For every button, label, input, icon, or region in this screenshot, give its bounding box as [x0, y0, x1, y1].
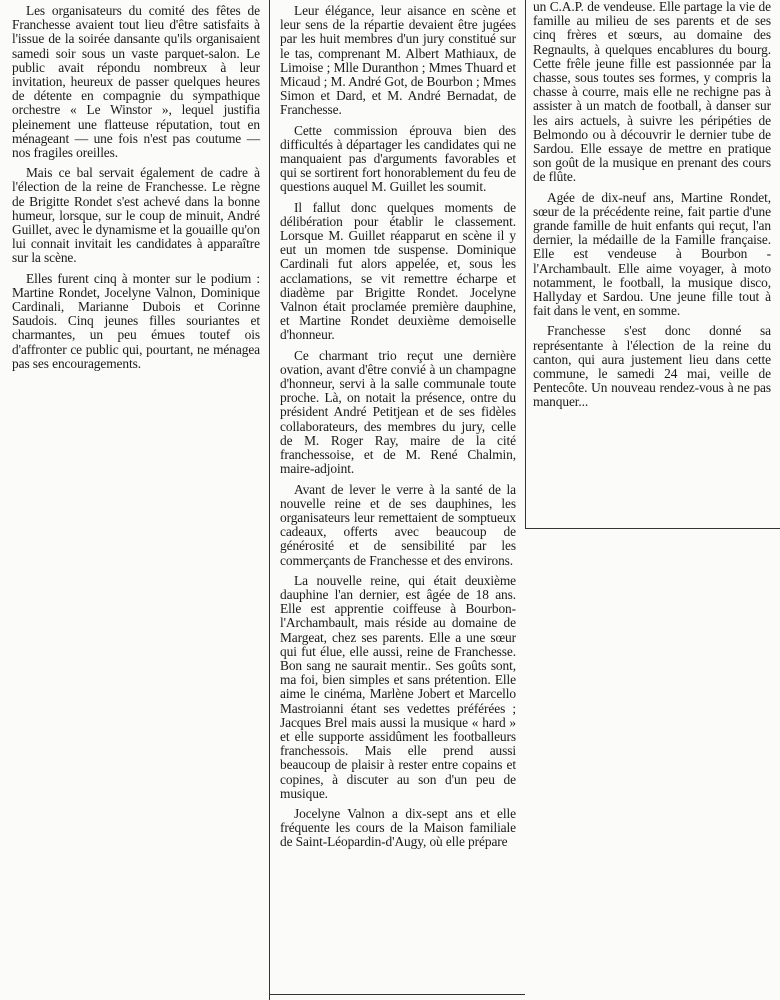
- paragraph: Il fallut donc quelques moments de délibération pour établir le classement. Lorsque M. Guillet réapparut en scène il y eut un momen tde suspense. Dominique Cardinali fut alors appelée, et, sous les acclamations, se vit remettre écharpe et diadème par Brigitte Rondet. Jocelyne Valnon était proclamée première dauphine, et Martine Rondet deuxième demoiselle d'honneur.: [280, 199, 516, 343]
- paragraph: Franchesse s'est donc donné sa représentante à l'élection de la reine du canton, qui aura justement lieu dans cette commune, le samedi 24 mai, veille de Pentecôte. Un nouveau rendez-vous à ne pas manquer...: [533, 323, 771, 410]
- paragraph: Agée de dix-neuf ans, Martine Rondet, sœur de la précédente reine, fait partie d'une grande famille de huit enfants qui reçut, l'an dernier, la médaille de la Famille française. Elle est vendeuse à Bourbon - l'Archambault. Elle aime voyager, à moto notamment, le football, la musique disco, Hallyday et Sardou. Une jeune fille tout à fait dans le vent, en somme.: [533, 189, 771, 319]
- paragraph: un C.A.P. de vendeuse. Elle partage la vie de famille au milieu de ses parents et de ses cinq frères et sœurs, au domaine des Regnaults, à quelques encablures du bourg. Cette frêle jeune fille est passionnée par la chasse, sous toutes ses formes, y compris la chasse à courre, mais elle ne rechigne pas à assister à un match de football, à danser sur les airs actuels, à suivre les péripéties de Belmondo ou à découvrir le dernier tube de Sardou. Elle essaye de mettre en pratique son goût de la musique en prenant des cours de flûte.: [533, 0, 771, 185]
- column-end-rule-right: [525, 528, 780, 529]
- paragraph: Leur élégance, leur aisance en scène et leur sens de la répartie devaient être jugées par les huit membres d'un jury constitué sur le tas, comprenant M. Albert Mathiaux, de Limoise ; Mlle Duranthon ; Mmes Thuard et Micaud ; M. André Got, de Bourbon ; Mmes Simon et Dard, et M. André Bernadat, de Franchesse.: [280, 3, 516, 118]
- article-column-1: [12, 4, 260, 377]
- paragraph: La nouvelle reine, qui était deuxième dauphine l'an dernier, est âgée de 18 ans. Elle est apprentie coiffeuse à Bourbon-l'Archambault, mais réside au domaine de Margeat, chez ses parents. Elle a une sœur qui fut élue, elle aussi, reine de Franchesse. Bon sang ne saurait mentir.. Ses goûts sont, ma foi, bien simples et sans prétention. Elle aime le cinéma, Marlène Jobert et Marcello Mastroianni étant ses vedettes préférées ; Jacques Brel mais aussi la musique « hard » et elle supporte assidûment les footballeurs franchessois. Mais elle prend aussi beaucoup de plaisir à rester entre copains et copines, à discuter au son d'un peu de musique.: [280, 572, 516, 801]
- column-divider-right: [525, 0, 526, 528]
- paragraph: Mais ce bal servait également de cadre à l'élection de la reine de Franchesse. Le règne de Brigitte Rondet s'est achevé dans la bonne humeur, lorsque, sur le coup de minuit, André Guillet, avec le dynamisme et la gouaille qu'on lui connait invitait les candidates à apparaître sur la scène.: [12, 165, 260, 266]
- paragraph: Cette commission éprouva bien des difficultés à départager les candidates qui ne manquaient pas d'arguments favorables et qui se sortirent fort honorablement du feu de questions auquel M. Guillet les soumit.: [280, 122, 516, 195]
- paragraph: Avant de lever le verre à la santé de la nouvelle reine et de ses dauphines, les organisateurs leur remettaient de somptueux cadeaux, offerts avec beaucoup de générosité et de sensibilité par les commerçants de Franchesse et des environs.: [280, 481, 516, 568]
- paragraph: Ce charmant trio reçut une dernière ovation, avant d'être convié à un champagne d'honneur, servi à la salle communale toute proche. Là, on notait la présence, ontre du président André Petitjean et de ses fidèles collaborateurs, des membres du jury, celle de M. Roger Ray, maire de la cité franchessoise, et de M. René Chalmin, maire-adjoint.: [280, 347, 516, 477]
- paragraph: Les organisateurs du comité des fêtes de Franchesse avaient tout lieu d'être satisfaits à l'issue de la soirée dansante qu'ils organisaient samedi soir sous un vaste parquet-salon. Le public avait répondu nombreux à leur invitation, heureux de passer quelques heures de détente en compagnie du sympathique orchestre « Le Winstor », lequel justifia pleinement une flatteuse réputation, tout en ménageant — une fois n'est pas coutume — nos fragiles oreilles.: [12, 3, 260, 161]
- column-end-rule-middle: [269, 994, 525, 995]
- article-column-2: [280, 4, 516, 856]
- paragraph: Elles furent cinq à monter sur le podium : Martine Rondet, Jocelyne Valnon, Dominique Cardinali, Marianne Dubois et Corinne Saudois. Cinq jeunes filles souriantes et charmantes, un peu émues toutef ois d'affronter ce public qui, pourtant, ne ménagea pas ses encouragements.: [12, 270, 260, 371]
- paragraph: Jocelyne Valnon a dix-sept ans et elle fréquente les cours de la Maison familiale de Saint-Léopardin-d'Augy, où elle prépare: [280, 805, 516, 850]
- column-divider-left: [269, 0, 270, 1000]
- article-column-3: [533, 0, 771, 416]
